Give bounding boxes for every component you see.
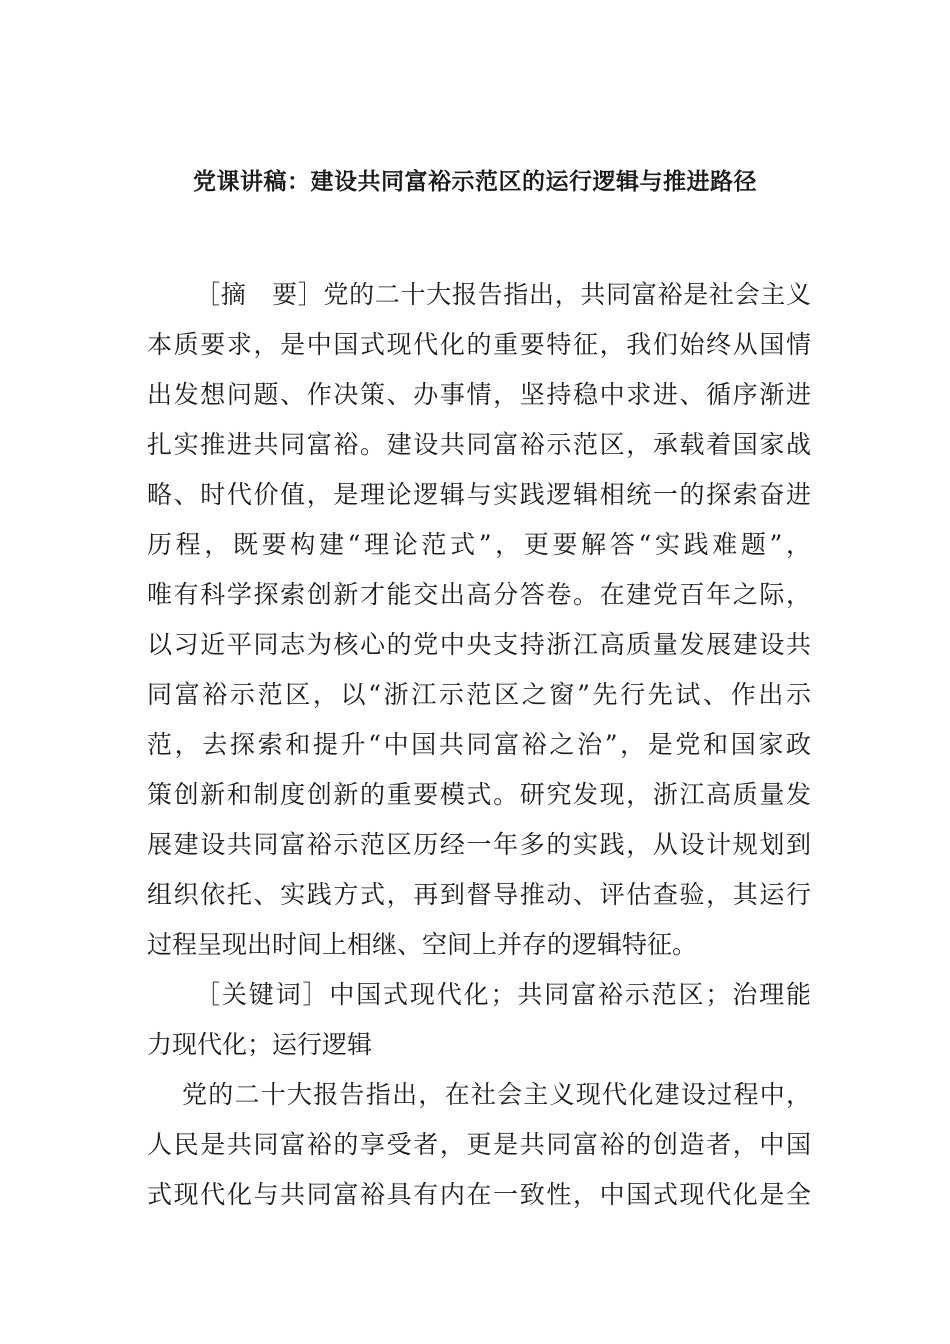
body-line: 人民是共同富裕的享受者，更是共同富裕的创造者，中国	[147, 1130, 811, 1159]
abstract-line: 展建设共同富裕示范区历经一年多的实践，从设计规划到	[147, 830, 811, 859]
body-line: 式现代化与共同富裕具有内在一致性，中国式现代化是全	[147, 1180, 811, 1209]
abstract-line: 组织依托、实践方式，再到督导推动、评估查验，其运行	[147, 880, 811, 909]
abstract-line: 出发想问题、作决策、办事情，坚持稳中求进、循序渐进	[147, 380, 811, 409]
document-title: 党课讲稿：建设共同富裕示范区的运行逻辑与推进路径	[193, 169, 757, 195]
keywords-line: 力现代化；运行逻辑	[147, 1030, 373, 1059]
keywords-line: ［关键词］中国式现代化；共同富裕示范区；治理能	[195, 980, 811, 1009]
abstract-paragraph	[147, 270, 811, 970]
abstract-line: 历程，既要构建“理论范式”，更要解答“实践难题”，	[147, 530, 811, 559]
abstract-line: ［摘 要］党的二十大报告指出，共同富裕是社会主义	[195, 280, 811, 309]
abstract-line: 策创新和制度创新的重要模式。研究发现，浙江高质量发	[147, 780, 811, 809]
abstract-line: 唯有科学探索创新才能交出高分答卷。在建党百年之际，	[147, 580, 811, 609]
keywords-paragraph	[147, 970, 811, 1070]
abstract-line: 略、时代价值，是理论逻辑与实践逻辑相统一的探索奋进	[147, 480, 811, 509]
abstract-line: 本质要求，是中国式现代化的重要特征，我们始终从国情	[147, 330, 811, 359]
abstract-line: 同富裕示范区，以“浙江示范区之窗”先行先试、作出示	[147, 680, 811, 709]
abstract-line: 扎实推进共同富裕。建设共同富裕示范区，承载着国家战	[147, 430, 811, 459]
abstract-line: 过程呈现出时间上相继、空间上并存的逻辑特征。	[147, 930, 698, 959]
abstract-line: 以习近平同志为核心的党中央支持浙江高质量发展建设共	[147, 630, 811, 659]
body-line: 党的二十大报告指出，在社会主义现代化建设过程中，	[182, 1080, 811, 1109]
body-paragraph	[147, 1070, 811, 1220]
abstract-line: 范，去探索和提升“中国共同富裕之治”，是党和国家政	[147, 730, 811, 759]
